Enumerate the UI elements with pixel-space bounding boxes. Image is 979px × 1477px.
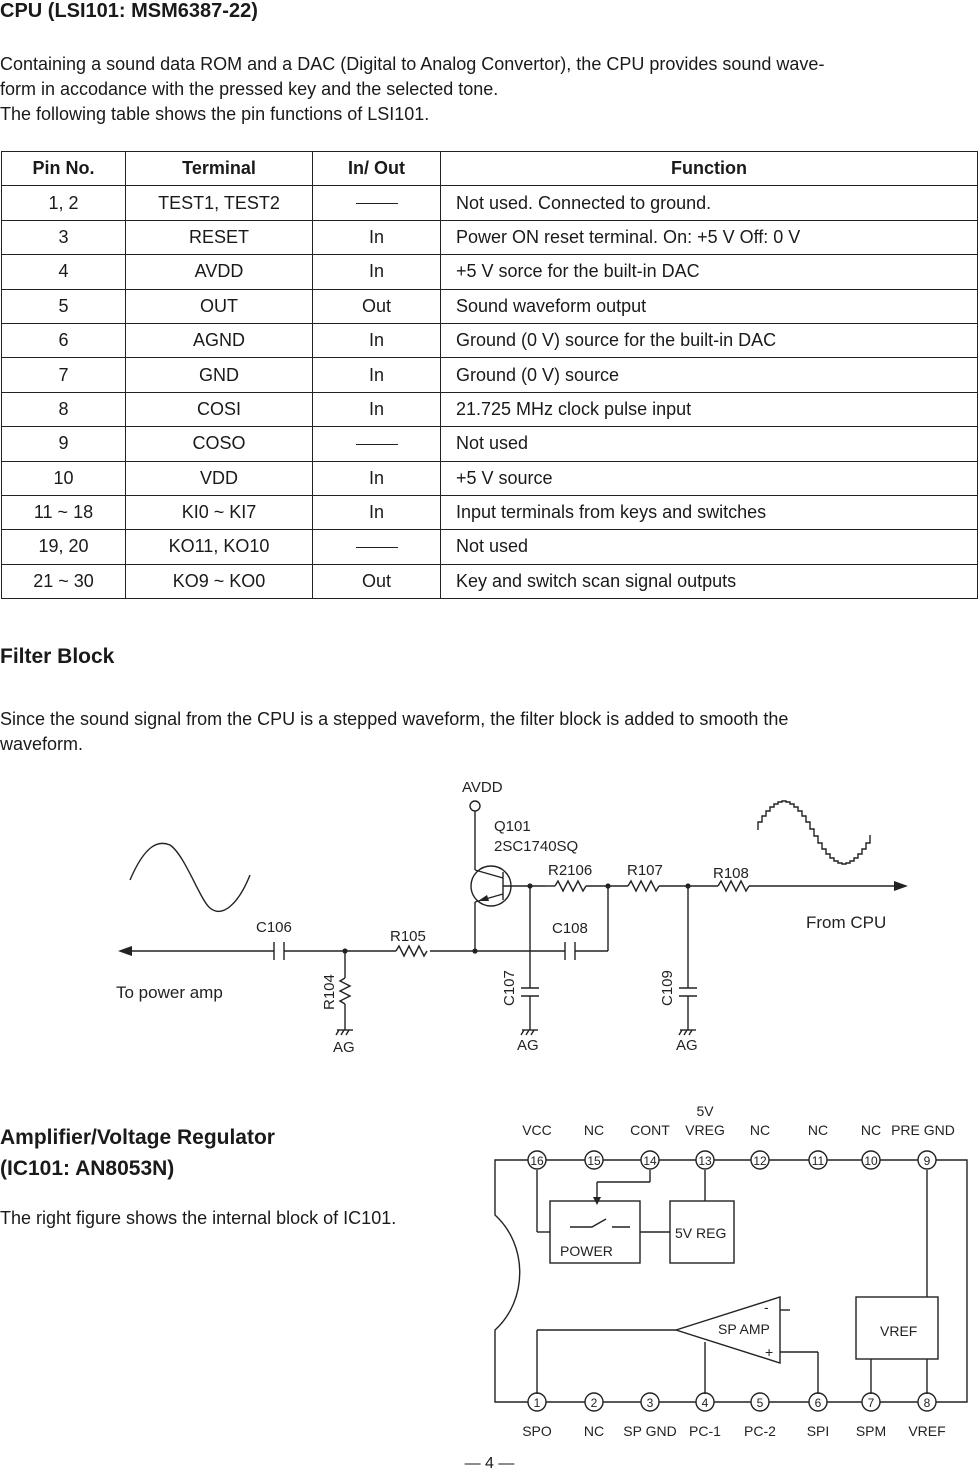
bottom-pin-label: VREF (908, 1423, 946, 1439)
top-pin-label: NC (583, 1122, 605, 1138)
top-pin-number: 9 (923, 1154, 931, 1168)
r107-label: R107 (627, 862, 663, 879)
function-cell: 21.725 MHz clock pulse input (441, 392, 978, 426)
top-pin-label: CONT (630, 1122, 670, 1138)
q101-label: Q101 (494, 818, 531, 835)
amp-description: The right figure shows the internal block of IC101. (0, 1208, 397, 1228)
top-pin-number: 16 (530, 1154, 544, 1168)
function-cell: Not used (441, 427, 978, 461)
cpu-section-title: CPU (LSI101: MSM6387-22) (0, 0, 258, 22)
bottom-pin-label: NC (583, 1423, 605, 1439)
amp-title-line: Amplifier/Voltage Regulator (0, 1126, 275, 1149)
function-cell: Not used. Connected to ground. (441, 186, 978, 220)
bottom-pin-label: SPM (855, 1423, 887, 1439)
table-row (2, 323, 978, 357)
bottom-pin-label: SPI (806, 1423, 830, 1439)
function-cell: Ground (0 V) source for the built-in DAC (441, 323, 978, 357)
bottom-pin-number: 2 (590, 1396, 598, 1410)
ag-label-c107: AG (517, 1037, 539, 1054)
pin-number-cell: 7 (2, 358, 126, 392)
cpu-description (0, 52, 824, 127)
cpu-description-line: The following table shows the pin functions of LSI101. (0, 104, 430, 124)
terminal-cell: TEST1, TEST2 (126, 186, 313, 220)
table-row (2, 427, 978, 461)
r104-label: R104 (321, 974, 338, 1010)
power-block-label: POWER (560, 1243, 613, 1259)
pin-number-cell: 3 (2, 220, 126, 254)
pin-number-cell: 8 (2, 392, 126, 426)
top-pin-label: VREG (685, 1122, 725, 1138)
sp-amp-minus: - (764, 1299, 769, 1315)
c109-label: C109 (659, 970, 676, 1006)
pin-number-cell: 11 ~ 18 (2, 495, 126, 529)
bottom-pin-label: SPO (522, 1423, 552, 1439)
table-row (2, 186, 978, 220)
bottom-pin-number: 1 (533, 1396, 541, 1410)
sp-amp-plus: + (765, 1344, 774, 1360)
table-row (2, 564, 978, 598)
table-row (2, 255, 978, 289)
top-pin-number: 15 (587, 1154, 601, 1168)
cpu-description-line: Containing a sound data ROM and a DAC (Digital to Analog Convertor), the CPU provides sound wave- (0, 54, 825, 74)
function-cell: Key and switch scan signal outputs (441, 564, 978, 598)
terminal-cell: KO11, KO10 (126, 530, 313, 564)
top-pin-number: 11 (811, 1154, 825, 1168)
in-out-cell (313, 186, 441, 220)
in-out-cell: In (313, 392, 441, 426)
pin-number-cell: 9 (2, 427, 126, 461)
table-row (2, 289, 978, 323)
top-pin-number: 12 (753, 1154, 767, 1168)
bottom-pin-label: PC-1 (689, 1423, 721, 1439)
not-applicable-dash (356, 203, 398, 204)
top-pin-label: NC (807, 1122, 829, 1138)
in-out-cell: In (313, 461, 441, 495)
top-pin-number: 13 (698, 1154, 712, 1168)
bottom-pin-number: 5 (756, 1396, 764, 1410)
pin-function-table (1, 151, 978, 599)
function-cell: Power ON reset terminal. On: +5 V Off: 0 V (441, 220, 978, 254)
function-cell: +5 V source (441, 461, 978, 495)
from-cpu-label: From CPU (806, 913, 887, 932)
terminal-cell: VDD (126, 461, 313, 495)
ag-label-r104: AG (333, 1039, 355, 1056)
in-out-cell: Out (313, 289, 441, 323)
bottom-pin-label: PC-2 (744, 1423, 776, 1439)
c106-label: C106 (256, 919, 292, 936)
pin-number-cell: 10 (2, 461, 126, 495)
c108-label: C108 (552, 920, 588, 937)
bottom-pin-number: 3 (646, 1396, 654, 1410)
r2106-label: R2106 (548, 862, 593, 879)
top-pin-sup-label: 5V (696, 1103, 714, 1119)
pin-number-cell: 5 (2, 289, 126, 323)
top-pin-label: PRE GND (891, 1122, 955, 1138)
filter-description (0, 707, 788, 757)
table-header-row (2, 152, 978, 186)
smooth-waveform (130, 843, 250, 911)
terminal-cell: COSO (126, 427, 313, 461)
pin-number-cell: 21 ~ 30 (2, 564, 126, 598)
header-in-out: In/ Out (313, 152, 441, 186)
top-pin-label: NC (749, 1122, 771, 1138)
terminal-cell: AGND (126, 323, 313, 357)
bottom-pin-label: SP GND (623, 1423, 677, 1439)
output-arrow (118, 946, 132, 956)
cpu-description-line: form in accodance with the pressed key and the selected tone. (0, 79, 499, 99)
function-cell: Input terminals from keys and switches (441, 495, 978, 529)
table-row (2, 392, 978, 426)
top-pin-label: VCC (522, 1122, 552, 1138)
input-arrow (894, 881, 908, 891)
in-out-cell: In (313, 495, 441, 529)
page-number: — 4 — (464, 1455, 515, 1472)
terminal-cell: RESET (126, 220, 313, 254)
function-cell: Ground (0 V) source (441, 358, 978, 392)
filter-description-line: waveform. (0, 734, 84, 754)
header-terminal: Terminal (126, 152, 313, 186)
stepped-waveform (758, 801, 870, 864)
in-out-cell: In (313, 358, 441, 392)
avdd-label: AVDD (462, 779, 503, 796)
not-applicable-dash (356, 444, 398, 445)
terminal-cell: AVDD (126, 255, 313, 289)
terminal-cell: GND (126, 358, 313, 392)
function-cell: Sound waveform output (441, 289, 978, 323)
not-applicable-dash (356, 547, 398, 548)
in-out-cell (313, 530, 441, 564)
pin-number-cell: 4 (2, 255, 126, 289)
in-out-cell: In (313, 323, 441, 357)
pin-number-cell: 19, 20 (2, 530, 126, 564)
bottom-pin-number: 4 (701, 1396, 709, 1410)
bottom-pin-number: 6 (814, 1396, 822, 1410)
in-out-cell: In (313, 255, 441, 289)
bottom-pin-number: 8 (923, 1396, 931, 1410)
header-function: Function (441, 152, 978, 186)
terminal-cell: COSI (126, 392, 313, 426)
amp-title-line: (IC101: AN8053N) (0, 1157, 175, 1180)
filter-section-title: Filter Block (0, 645, 115, 668)
in-out-cell: Out (313, 564, 441, 598)
in-out-cell: In (313, 220, 441, 254)
terminal-cell: OUT (126, 289, 313, 323)
table-row (2, 530, 978, 564)
top-pin-number: 10 (864, 1154, 878, 1168)
pin-number-cell: 1, 2 (2, 186, 126, 220)
bottom-pin-number: 7 (867, 1396, 875, 1410)
r108-label: R108 (713, 865, 749, 882)
terminal-cell: KI0 ~ KI7 (126, 495, 313, 529)
filter-schematic (0, 770, 979, 1070)
q101-part-label: 2SC1740SQ (494, 838, 579, 855)
function-cell: +5 V sorce for the built-in DAC (441, 255, 978, 289)
header-pin-no: Pin No. (2, 152, 126, 186)
c107-label: C107 (501, 970, 518, 1006)
table-row (2, 358, 978, 392)
pin-number-cell: 6 (2, 323, 126, 357)
sp-amp-label: SP AMP (718, 1321, 770, 1337)
terminal-cell: KO9 ~ KO0 (126, 564, 313, 598)
ic101-block-diagram (0, 1095, 979, 1445)
vref-block-label: VREF (880, 1323, 918, 1339)
to-power-amp-label: To power amp (116, 983, 223, 1002)
table-row (2, 220, 978, 254)
function-cell: Not used (441, 530, 978, 564)
ag-label-c109: AG (676, 1037, 698, 1054)
table-row (2, 461, 978, 495)
table-row (2, 495, 978, 529)
top-pin-label: NC (860, 1122, 882, 1138)
filter-description-line: Since the sound signal from the CPU is a stepped waveform, the filter block is added to smooth the (0, 709, 789, 729)
reg-block-label: 5V REG (675, 1225, 727, 1241)
in-out-cell (313, 427, 441, 461)
top-pin-number: 14 (643, 1154, 657, 1168)
ic-outline (495, 1160, 967, 1402)
r105-label: R105 (390, 928, 426, 945)
